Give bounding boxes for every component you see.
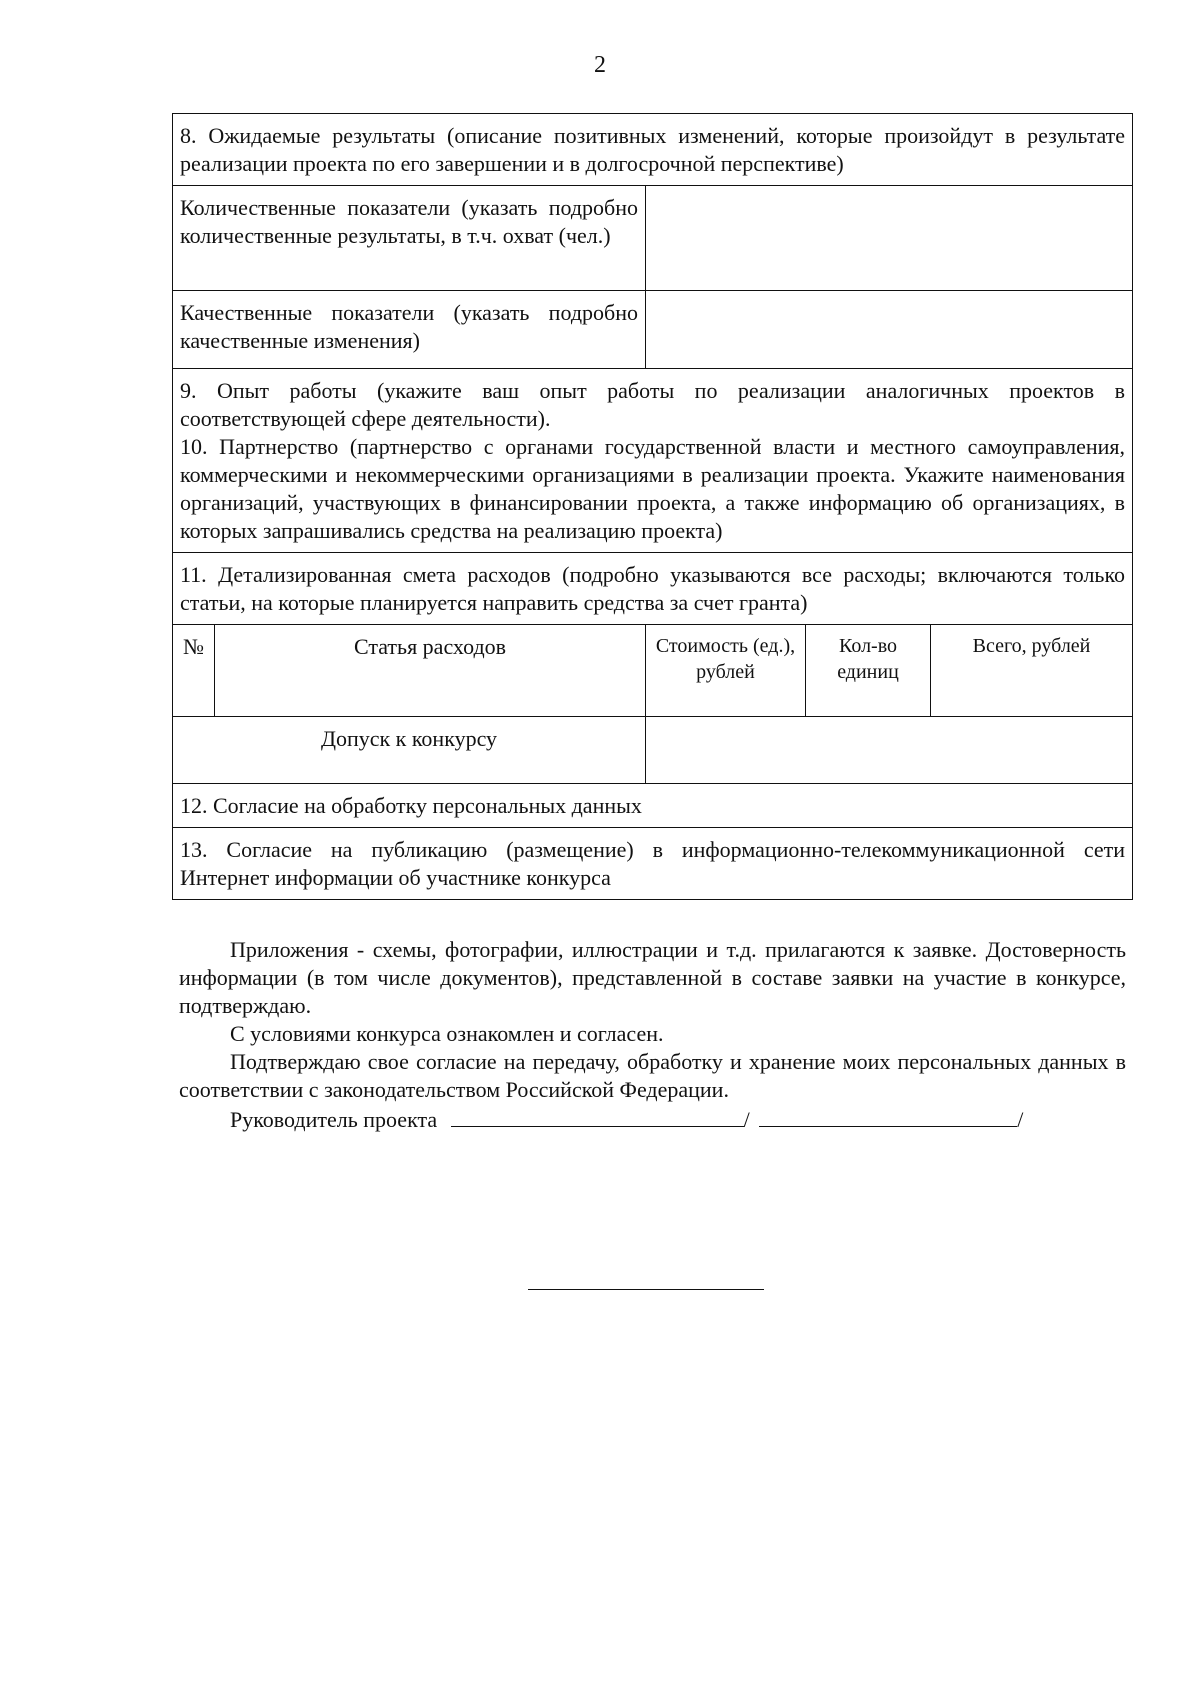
application-form-table xyxy=(172,113,1133,900)
signature-paragraph xyxy=(179,1104,1126,1134)
admission-label: Допуск к конкурсу xyxy=(173,717,646,784)
section-10-text: 10. Партнерство (партнерство с органами государственной власти и местного самоуправления, коммерческими и некоммерческими организациями в реализации проекта. Укажите наименования организаций, участвующих в финансировании проекта, а также информацию об организациях, в которых запрашивались средства на реализацию проекта) xyxy=(180,434,1126,543)
section-12-row xyxy=(173,784,1133,828)
qualitative-row xyxy=(173,291,1133,369)
section-8-header-row xyxy=(173,114,1133,186)
quantitative-label: Количественные показатели (указать подробно количественные результаты, в т.ч. охват (чел.) xyxy=(173,186,646,291)
section-12-text: 12. Согласие на обработку персональных данных xyxy=(173,784,1133,828)
col-item-header: Статья расходов xyxy=(215,625,646,717)
quantitative-value-cell[interactable] xyxy=(646,186,1133,291)
signature-separator-1: / xyxy=(743,1107,750,1132)
quantitative-row xyxy=(173,186,1133,291)
col-total-header: Всего, рублей xyxy=(931,625,1133,717)
col-quantity-header: Кол-во единиц xyxy=(806,625,931,717)
section-13-text: 13. Согласие на публикацию (размещение) в информационно-телекоммуникационной сети Интернет информации об участнике конкурса xyxy=(173,828,1133,900)
admission-value-cell[interactable] xyxy=(646,717,1133,784)
name-line[interactable] xyxy=(759,1104,1017,1127)
section-9-text: 9. Опыт работы (укажите ваш опыт работы по реализации аналогичных проектов в соответствующей сфере деятельности). xyxy=(180,378,1126,431)
end-divider xyxy=(528,1289,764,1290)
section-9-10-row xyxy=(173,369,1133,553)
signature-line[interactable] xyxy=(451,1104,744,1127)
section-8-title: 8. Ожидаемые результаты (описание позитивных изменений, которые произойдут в результате реализации проекта по его завершении и в долгосрочной перспективе) xyxy=(173,114,1133,186)
consent-paragraph: Подтверждаю свое согласие на передачу, обработку и хранение моих персональных данных в соответствии с законодательством Российской Федерации. xyxy=(179,1049,1126,1102)
qualitative-label: Качественные показатели (указать подробно качественные изменения) xyxy=(173,291,646,369)
admission-row xyxy=(173,717,1133,784)
section-13-row xyxy=(173,828,1133,900)
page-number: 2 xyxy=(594,52,606,78)
section-9-10-cell xyxy=(173,369,1133,553)
conditions-paragraph: С условиями конкурса ознакомлен и согласен. xyxy=(230,1021,664,1046)
col-cost-header: Стоимость (ед.), рублей xyxy=(646,625,806,717)
qualitative-value-cell[interactable] xyxy=(646,291,1133,369)
col-number-header: № xyxy=(173,625,215,717)
section-11-title: 11. Детализированная смета расходов (подробно указываются все расходы; включаются только статьи, на которые планируется направить средства за счет гранта) xyxy=(173,553,1133,625)
declarations-block xyxy=(179,936,1126,1134)
budget-header-row xyxy=(173,625,1133,717)
signature-separator-2: / xyxy=(1017,1107,1024,1132)
signature-label: Руководитель проекта xyxy=(230,1107,438,1132)
attachments-paragraph: Приложения - схемы, фотографии, иллюстрации и т.д. прилагаются к заявке. Достоверность информации (в том числе документов), представленной в составе заявки на участие в конкурсе, подтверждаю. xyxy=(179,937,1126,1018)
section-11-header-row xyxy=(173,553,1133,625)
